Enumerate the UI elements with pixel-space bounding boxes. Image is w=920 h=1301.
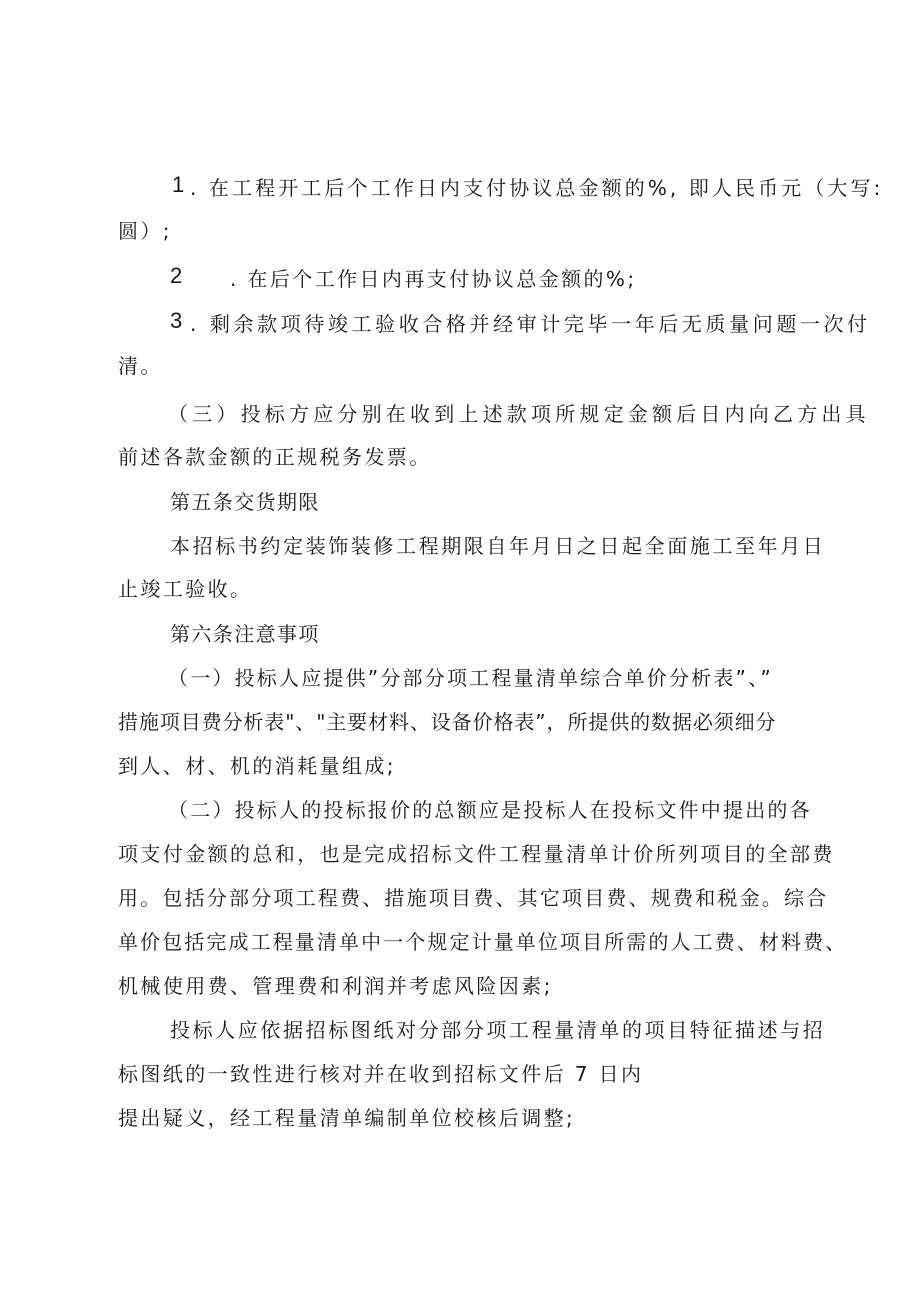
article-5-heading: 第五条交货期限 <box>170 490 320 514</box>
clause-6-1-line-2: 措施项目费分析表"、"主要材料、设备价格表”，所提供的数据必须细分 <box>118 710 777 734</box>
item-3-number: 3 <box>170 308 183 333</box>
item-1-line-1: . 在工程开工后个工作日内支付协议总金额的%, 即人民币元（大写: <box>190 176 884 200</box>
clause-6-1-line-3: 到人、材、机的消耗量组成; <box>118 754 396 778</box>
clause-3-line-1: （三）投标方应分别在收到上述款项所规定金额后日内向乙方出具 <box>168 402 870 426</box>
item-1-line-2: 圆）; <box>118 219 172 243</box>
review-note-line-3: 提出疑义，经工程量清单编制单位校核后调整; <box>118 1106 576 1130</box>
item-2-line-1: . 在后个工作日内再支付协议总金额的%; <box>230 267 637 291</box>
clause-3-line-2: 前述各款金额的正规税务发票。 <box>118 445 432 469</box>
clause-6-2-line-2: 项支付金额的总和，也是完成招标文件工程量清单计价所列项目的全部费 <box>118 842 835 866</box>
item-3-line-2: 清。 <box>118 354 163 378</box>
review-note-line-2: 标图纸的一致性进行核对并在收到招标文件后 7 日内 <box>118 1062 644 1086</box>
clause-6-1-line-1: （一）投标人应提供”分部分项工程量清单综合单价分析表”、” <box>168 666 773 690</box>
item-3-line-1: . 剩余款项待竣工验收合格并经审计完毕一年后无质量问题一次付 <box>190 312 871 336</box>
item-2-number: 2 <box>170 263 183 288</box>
clause-6-2-line-5: 机械使用费、管理费和利润并考虑风险因素; <box>118 974 553 998</box>
clause-6-2-line-3: 用。包括分部分项工程费、措施项目费、其它项目费、规费和税金。综合 <box>118 886 829 910</box>
review-note-line-1: 投标人应依据招标图纸对分部分项工程量清单的项目特征描述与招 <box>170 1018 826 1042</box>
article-6-heading: 第六条注意事项 <box>170 622 320 646</box>
clause-6-2-line-4: 单价包括完成工程量清单中一个规定计量单位项目所需的人工费、材料费、 <box>118 930 848 954</box>
clause-6-2-line-1: （二）投标人的投标报价的总额应是投标人在投标文件中提出的各 <box>168 798 812 822</box>
article-5-line-2: 止竣工验收。 <box>118 577 253 601</box>
item-1-number: 1 <box>172 172 185 197</box>
article-5-line-1: 本招标书约定装饰装修工程期限自年月日之日起全面施工至年月日 <box>170 534 826 558</box>
